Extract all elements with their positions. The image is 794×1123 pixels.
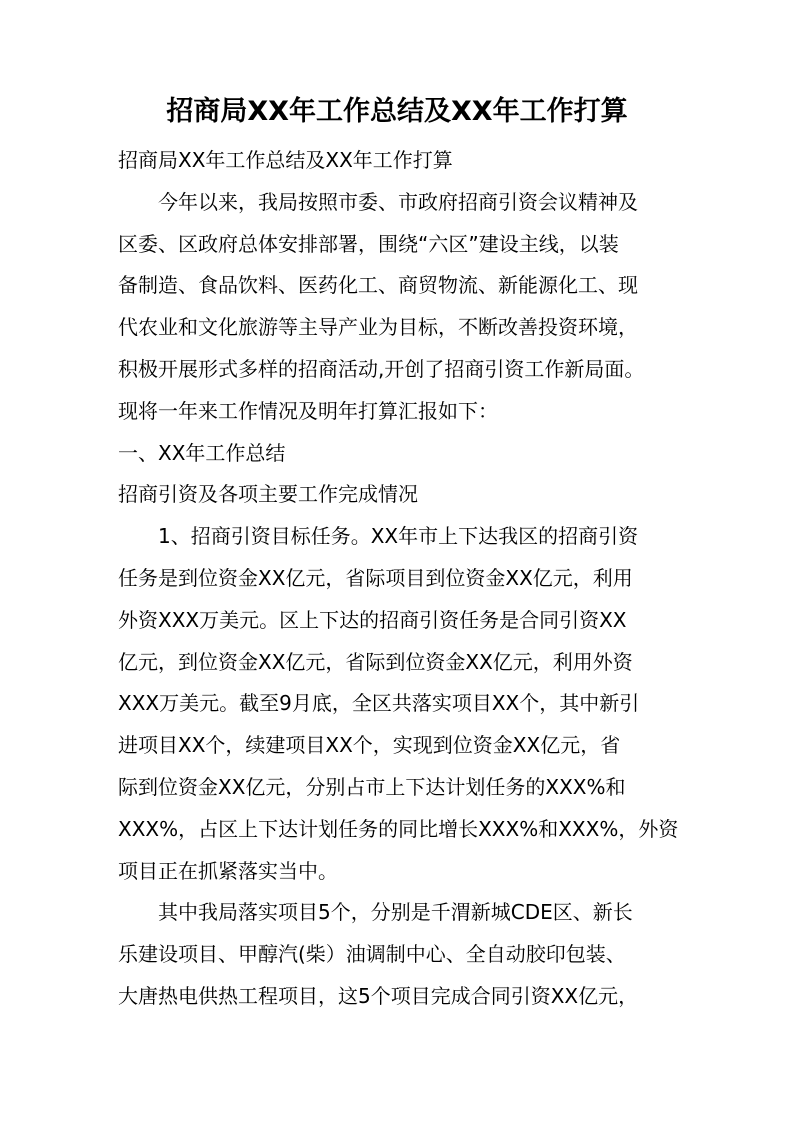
- text-line: 现将一年来工作情况及明年打算汇报如下：: [118, 398, 498, 423]
- text-line: 大唐热电供热工程项目，这5个项目完成合同引资XX亿元，: [118, 983, 639, 1008]
- text-line: 外资XXX万美元。区上下达的招商引资任务是合同引资XX: [118, 607, 627, 632]
- text-line: 1、招商引资目标任务。XX年市上下达我区的招商引资: [158, 524, 639, 549]
- text-line: 任务是到位资金XX亿元，省际项目到位资金XX亿元，利用: [118, 565, 633, 590]
- text-line: 项目正在抓紧落实当中。: [118, 858, 338, 883]
- text-line: 际到位资金XX亿元，分别占市上下达计划任务的XXX%和: [118, 774, 626, 799]
- text-line: 区委、区政府总体安排部署，围绕“六区”建设主线，以装: [118, 231, 619, 256]
- text-line: 代农业和文化旅游等主导产业为目标，不断改善投资环境，: [118, 315, 638, 340]
- text-line: 备制造、食品饮料、医药化工、商贸物流、新能源化工、现: [118, 273, 638, 298]
- text-line: XXX%，占区上下达计划任务的同比增长XXX%和XXX%，外资: [118, 816, 679, 841]
- text-line: 招商引资及各项主要工作完成情况: [118, 482, 418, 507]
- text-line: 亿元，到位资金XX亿元，省际到位资金XX亿元，利用外资: [118, 649, 633, 674]
- text-line: XXX万美元。截至9月底，全区共落实项目XX个，其中新引: [118, 691, 640, 716]
- text-line: 乐建设项目、甲醇汽(柴）油调制中心、全自动胶印包装、: [118, 942, 626, 967]
- text-line: 今年以来，我局按照市委、市政府招商引资会议精神及: [158, 189, 638, 214]
- document-title: 招商局XX年工作总结及XX年工作打算: [166, 96, 628, 127]
- text-line: 其中我局落实项目5个，分别是千渭新城CDE区、新长: [158, 900, 633, 925]
- text-line: 一、XX年工作总结: [118, 440, 286, 465]
- text-line: 积极开展形式多样的招商活动,开创了招商引资工作新局面。: [118, 356, 645, 381]
- text-line: 招商局XX年工作总结及XX年工作打算: [118, 148, 453, 172]
- text-line: 进项目XX个，续建项目XX个，实现到位资金XX亿元，省: [118, 733, 621, 758]
- document-body: [118, 140, 679, 1018]
